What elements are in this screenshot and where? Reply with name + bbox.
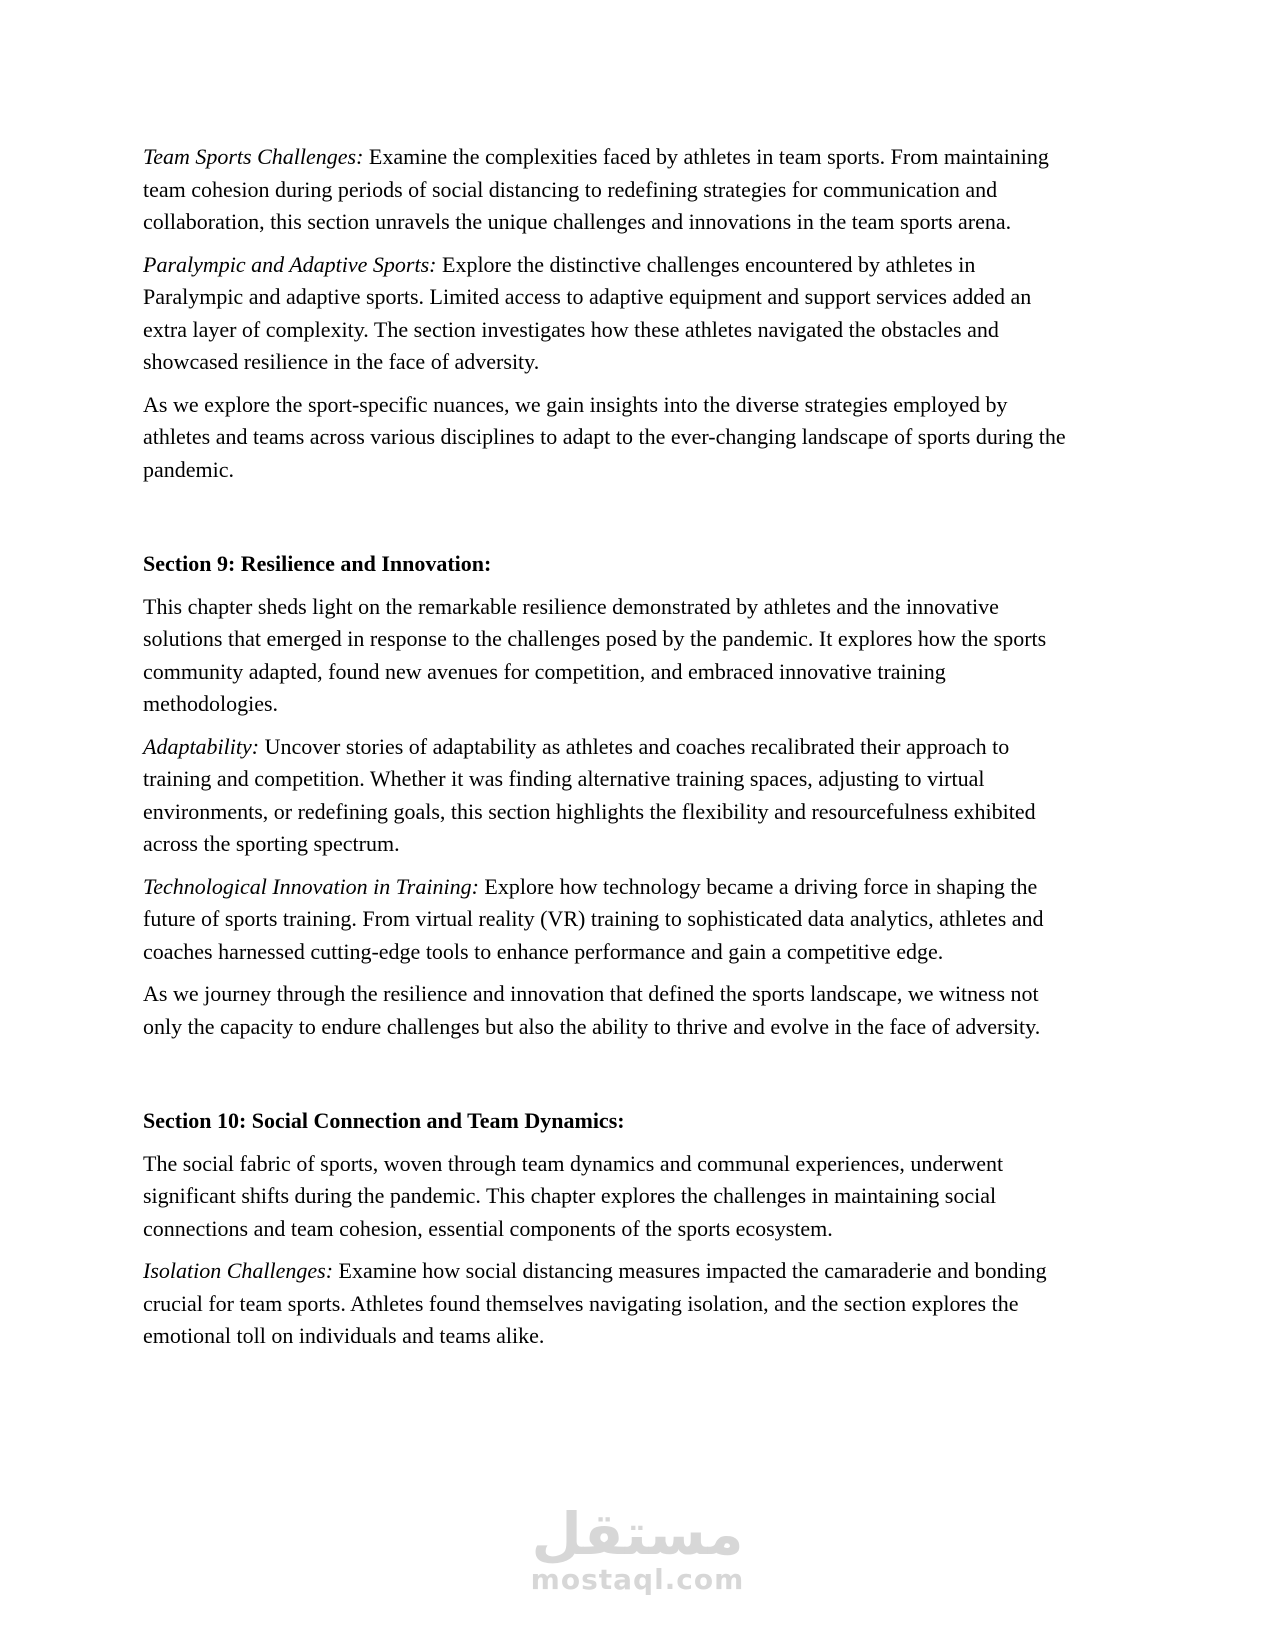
paragraph-lead: Isolation Challenges: — [143, 1258, 334, 1283]
watermark — [0, 1498, 1275, 1596]
paragraph: Team Sports Challenges: Examine the complexities faced by athletes in team sports. From maintaining team cohesion during periods of social distancing to redefining strategies for communication and collaboration, this section unravels the unique challenges and innovations in the team sports arena. — [143, 144, 1049, 234]
paragraph-lead: Adaptability: — [143, 733, 260, 759]
document-body — [143, 141, 1078, 1363]
paragraph: Adaptability: Uncover stories of adaptability as athletes and coaches recalibrated their approach to training and competition. Whether it was finding alternative training spaces, adjusting to virtual environments, or redefining goals, this section highlights the flexibility and resourcefulness exhibited across the sporting spectrum. — [143, 733, 1036, 856]
paragraph: As we explore the sport-specific nuances, we gain insights into the diverse strategies employed by athletes and teams across various disciplines to adapt to the ever-changing landscape of sports during the pandemic. — [143, 391, 1066, 482]
paragraph-lead: Team Sports Challenges: — [143, 144, 364, 169]
paragraph: As we journey through the resilience and innovation that defined the sports landscape, we witness not only the capacity to endure challenges but also the ability to thrive and evolve in the face of adversity. — [143, 981, 1041, 1039]
paragraph: The social fabric of sports, woven through team dynamics and communal experiences, underwent significant shifts during the pandemic. This chapter explores the challenges in maintaining social connections and team cohesion, essential components of the sports ecosystem. — [143, 1150, 1004, 1241]
paragraph: Technological Innovation in Training: Explore how technology became a driving force in shaping the future of sports training. From virtual reality (VR) training to sophisticated data analytics, athletes and coaches harnessed cutting-edge tools to enhance performance and gain a competitive edge. — [143, 873, 1044, 964]
section-heading: Section 9: Resilience and Innovation: — [143, 551, 492, 576]
section-heading: Section 10: Social Connection and Team Dynamics: — [143, 1108, 625, 1133]
paragraph-lead: Technological Innovation in Training: — [143, 873, 479, 899]
paragraph: Isolation Challenges: Examine how social distancing measures impacted the camaraderie and bonding crucial for team sports. Athletes found themselves navigating isolation, and the section explores the emotional toll on individuals and teams alike. — [143, 1258, 1047, 1348]
watermark-arabic-logo: مستقل — [531, 1500, 744, 1568]
paragraph: Paralympic and Adaptive Sports: Explore the distinctive challenges encountered by athletes in Paralympic and adaptive sports. Limited access to adaptive equipment and support services added an extra layer of complexity. The section investigates how these athletes navigated the obstacles and showcased resilience in the face of adversity. — [143, 251, 1032, 374]
paragraph: This chapter sheds light on the remarkable resilience demonstrated by athletes and the innovative solutions that emerged in response to the challenges posed by the pandemic. It explores how the sports community adapted, found new avenues for competition, and embraced innovative training methodologies. — [143, 593, 1047, 716]
paragraph-lead: Paralympic and Adaptive Sports: — [143, 251, 437, 277]
watermark-site-label: mostaql.com — [530, 1562, 745, 1596]
